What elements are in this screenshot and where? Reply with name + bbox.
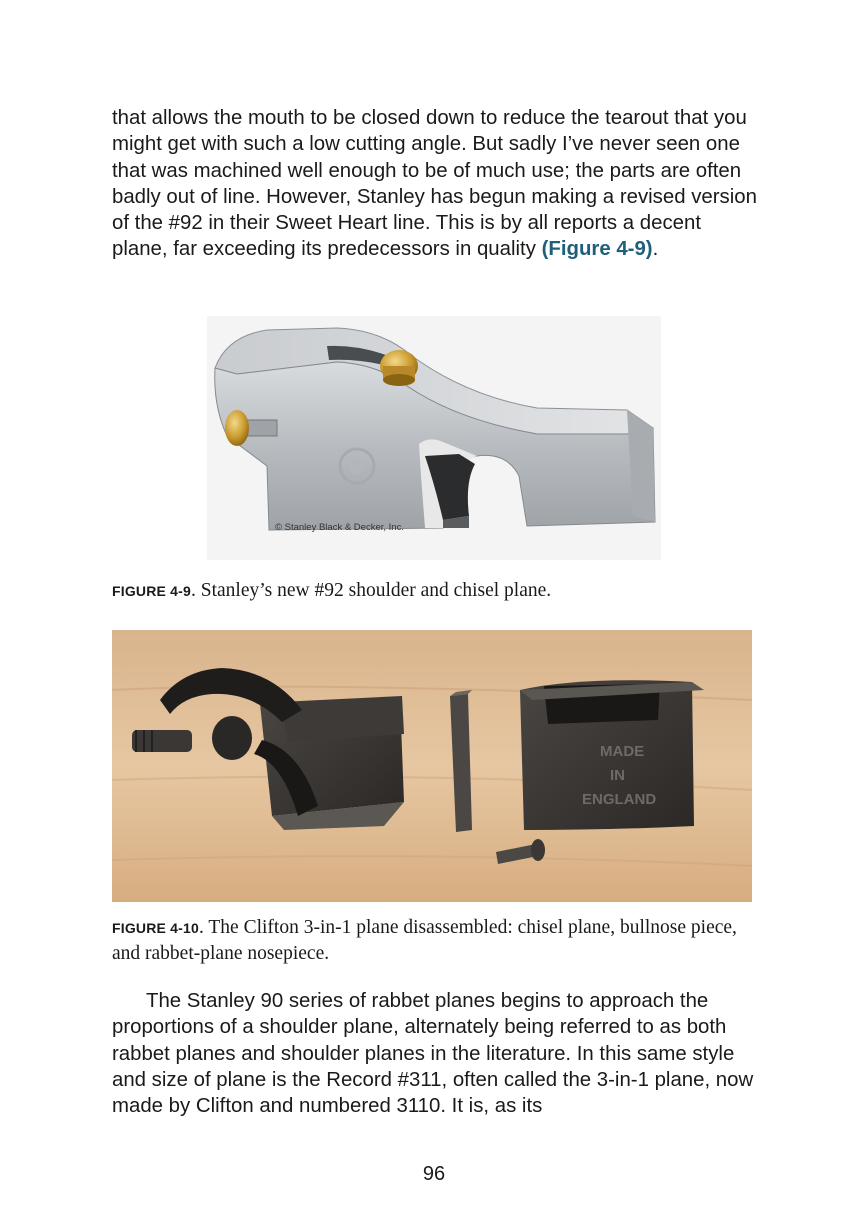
- page-number: 96: [422, 1163, 446, 1185]
- figure-4-9-caption-text: . Stanley’s new #92 shoulder and chisel plane.: [191, 580, 552, 601]
- body-paragraph-1: [112, 105, 758, 263]
- figure-4-9-image: [207, 316, 661, 560]
- figure-4-10-caption: [112, 915, 752, 966]
- stamp-line-1: MADE: [600, 743, 645, 760]
- figure-4-9-reference: (Figure 4-9): [541, 238, 653, 261]
- photo-credit: © Stanley Black & Decker, Inc.: [275, 522, 404, 533]
- paragraph-1-end: .: [652, 238, 659, 261]
- figure-4-9-label: FIGURE 4-9: [112, 583, 192, 599]
- figure-4-10-image: [112, 630, 752, 902]
- figure-4-10-label: FIGURE 4-10: [112, 920, 199, 936]
- figure-4-9-caption: [112, 578, 752, 604]
- stamp-line-3: ENGLAND: [582, 791, 657, 808]
- body-paragraph-2: The Stanley 90 series of rabbet planes begins to approach the proportions of a shoulder plane, alternately being referred to as both rabbet planes and shoulder planes in the literature. In this same style and size of plane is the Record #311, often called the 3-in-1 plane, now made by Clifton and numbered 3110. It is, as its: [112, 990, 754, 1118]
- stamp-line-2: IN: [610, 767, 625, 784]
- clifton-plane-photo: [112, 630, 752, 902]
- stanley-92-plane-illustration: [207, 316, 661, 560]
- figure-4-10-caption-text: . The Clifton 3-in-1 plane disassembled: chisel plane, bullnose piece, and rabbet-plane nosepiece.: [112, 917, 737, 964]
- paragraph-1-text: that allows the mouth to be closed down to reduce the tearout that you might get with such a low cutting angle. But sadly I’ve never seen one that was machined well enough to be of much use; the parts are often badly out of line. However, Stanley has begun making a revised version of the #92 in their Sweet Heart line. This is by all reports a decent plane, far exceeding its predecessors in quality: [112, 107, 757, 261]
